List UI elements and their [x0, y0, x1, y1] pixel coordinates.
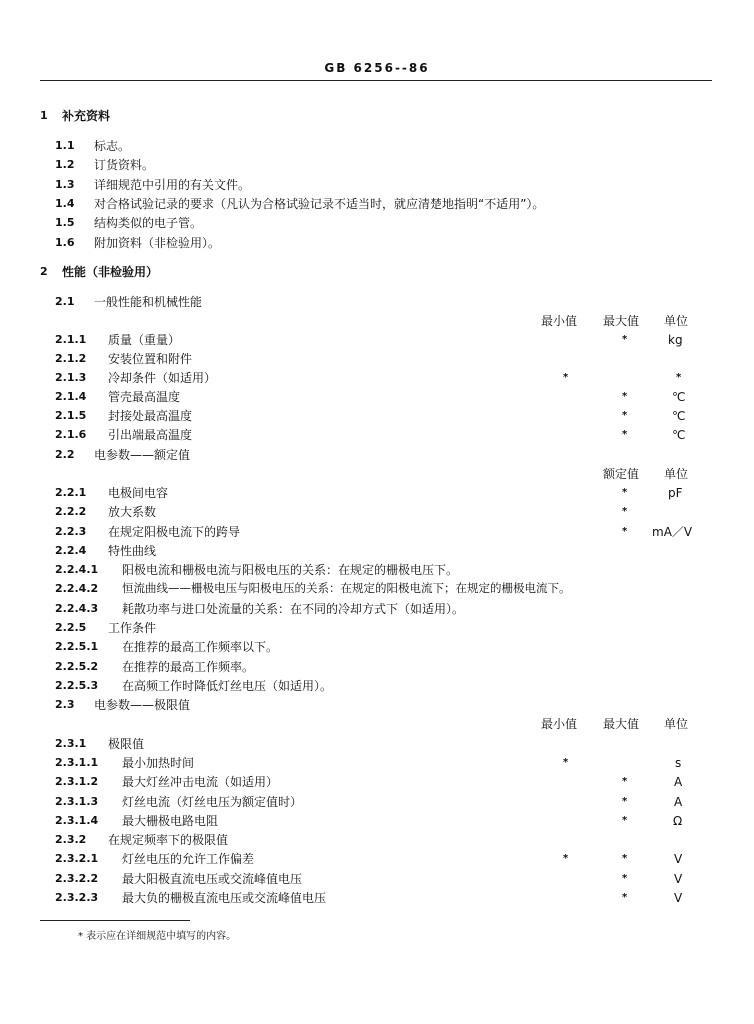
max-marker: *	[622, 776, 628, 787]
header-rule	[40, 80, 712, 81]
clause-number: 2.2.4.2	[55, 582, 99, 595]
max-marker: *	[622, 796, 628, 807]
column-header-rated: 额定值	[603, 467, 640, 481]
max-marker: *	[622, 410, 628, 421]
clause-text: 最大阳极直流电压或交流峰值电压	[122, 872, 303, 886]
clause-text: 电参数——极限值	[94, 698, 191, 712]
unit-value: V	[674, 852, 683, 866]
unit-value: kg	[668, 333, 683, 347]
unit-value: Ω	[673, 814, 683, 828]
clause-text: 阳极电流和栅极电流与阳极电压的关系：在规定的栅极电压下。	[122, 563, 459, 577]
unit-value: A	[674, 775, 683, 789]
max-marker: *	[622, 892, 628, 903]
clause-number: 2.3.1.4	[55, 814, 99, 827]
section-title: 性能（非检验用）	[62, 265, 159, 279]
clause-number: 2.2	[55, 448, 75, 461]
clause-number: 2.3.2.2	[55, 872, 99, 885]
clause-text: 标志。	[94, 139, 131, 153]
rated-marker: *	[622, 526, 628, 537]
unit-value: A	[674, 795, 683, 809]
clause-number: 1.2	[55, 158, 75, 171]
unit-value: ℃	[672, 428, 686, 442]
clause-text: 放大系数	[108, 505, 157, 519]
column-header-min: 最小值	[541, 314, 578, 328]
clause-number: 2.3.1.3	[55, 795, 99, 808]
max-marker: *	[622, 853, 628, 864]
unit-value: V	[674, 872, 683, 886]
rated-marker: *	[622, 487, 628, 498]
clause-text: 最大负的栅极直流电压或交流峰值电压	[122, 891, 327, 905]
clause-number: 1.3	[55, 178, 75, 191]
column-header-max: 最大值	[603, 314, 640, 328]
clause-number: 2.1.1	[55, 333, 87, 346]
clause-number: 2.1.3	[55, 371, 87, 384]
min-marker: *	[563, 757, 569, 768]
unit-value: mA／V	[652, 525, 693, 539]
clause-number: 2.3.1.2	[55, 775, 99, 788]
max-marker: *	[622, 873, 628, 884]
max-marker: *	[622, 391, 628, 402]
min-marker: *	[563, 372, 569, 383]
column-header-unit: 单位	[664, 314, 689, 328]
unit-marker: *	[676, 372, 682, 383]
clause-number: 1.6	[55, 236, 75, 249]
footnote-rule	[40, 920, 190, 921]
section-title: 补充资料	[62, 109, 111, 123]
unit-value: ℃	[672, 409, 686, 423]
max-marker: *	[622, 334, 628, 345]
clause-text: 工作条件	[108, 621, 157, 635]
clause-number: 2.2.4.3	[55, 602, 99, 615]
clause-text: 详细规范中引用的有关文件。	[94, 178, 251, 192]
clause-text: 在规定频率下的极限值	[108, 833, 229, 847]
footnote: * 表示应在详细规范中填写的内容。	[78, 931, 237, 942]
clause-number: 1.5	[55, 216, 75, 229]
clause-text: 最小加热时间	[122, 756, 195, 770]
clause-number: 2.3.1.1	[55, 756, 99, 769]
clause-text: 冷却条件（如适用）	[108, 371, 217, 385]
clause-text: 对合格试验记录的要求（凡认为合格试验记录不适当时，就应清楚地指明“不适用”）。	[94, 197, 545, 211]
clause-number: 2.2.4.1	[55, 563, 99, 576]
column-header-max: 最大值	[603, 717, 640, 731]
clause-text: 灯丝电压的允许工作偏差	[122, 852, 255, 866]
clause-text: 在推荐的最高工作频率以下。	[122, 640, 279, 654]
unit-value: s	[675, 756, 682, 770]
clause-number: 2.1.5	[55, 409, 87, 422]
column-header-unit: 单位	[664, 717, 689, 731]
clause-text: 最大灯丝冲击电流（如适用）	[122, 775, 279, 789]
clause-number: 1.1	[55, 139, 75, 152]
clause-number: 1.4	[55, 197, 75, 210]
clause-number: 2.2.5	[55, 621, 87, 634]
clause-text: 安装位置和附件	[108, 352, 193, 366]
rated-marker: *	[622, 506, 628, 517]
clause-number: 2.3.2.3	[55, 891, 99, 904]
clause-text: 质量（重量）	[108, 333, 181, 347]
clause-text: 一般性能和机械性能	[94, 295, 203, 309]
clause-number: 2.1.2	[55, 352, 87, 365]
unit-value: ℃	[672, 390, 686, 404]
min-marker: *	[563, 853, 569, 864]
clause-number: 2.2.4	[55, 544, 87, 557]
clause-text: 附加资料（非检验用）。	[94, 236, 221, 250]
clause-text: 引出端最高温度	[108, 428, 193, 442]
section-number: 1	[40, 109, 48, 122]
clause-text: 管壳最高温度	[108, 390, 181, 404]
clause-text: 最大栅极电路电阻	[122, 814, 219, 828]
clause-number: 2.2.5.2	[55, 660, 99, 673]
unit-value: V	[674, 891, 683, 905]
clause-text: 在推荐的最高工作频率。	[122, 660, 255, 674]
clause-number: 2.3.2	[55, 833, 87, 846]
clause-text: 恒流曲线——栅极电压与阳极电压的关系：在规定的阳极电流下；在规定的栅极电流下。	[122, 581, 571, 595]
clause-text: 在高频工作时降低灯丝电压（如适用）。	[122, 679, 333, 693]
clause-number: 2.1	[55, 295, 75, 308]
column-header-min: 最小值	[541, 717, 578, 731]
clause-text: 耗散功率与进口处流量的关系：在不同的冷却方式下（如适用）。	[122, 602, 465, 616]
section-number: 2	[40, 265, 48, 278]
max-marker: *	[622, 429, 628, 440]
clause-text: 灯丝电流（灯丝电压为额定值时）	[122, 795, 303, 809]
column-header-unit: 单位	[664, 467, 689, 481]
unit-value: pF	[668, 486, 683, 500]
clause-number: 2.3.2.1	[55, 852, 99, 865]
clause-number: 2.1.4	[55, 390, 87, 403]
clause-number: 2.2.3	[55, 525, 87, 538]
clause-text: 订货资料。	[94, 158, 155, 172]
clause-text: 极限值	[108, 737, 145, 751]
clause-number: 2.2.2	[55, 505, 87, 518]
clause-number: 2.2.5.1	[55, 640, 99, 653]
clause-text: 电极间电容	[108, 486, 169, 500]
clause-number: 2.1.6	[55, 428, 87, 441]
clause-text: 特性曲线	[108, 544, 157, 558]
max-marker: *	[622, 815, 628, 826]
clause-number: 2.3.1	[55, 737, 87, 750]
clause-number: 2.2.5.3	[55, 679, 99, 692]
clause-number: 2.2.1	[55, 486, 87, 499]
clause-text: 封接处最高温度	[108, 409, 193, 423]
clause-number: 2.3	[55, 698, 75, 711]
clause-text: 在规定阳极电流下的跨导	[108, 525, 241, 539]
clause-text: 结构类似的电子管。	[94, 216, 203, 230]
standard-number: GB 6256--86	[324, 61, 430, 75]
clause-text: 电参数——额定值	[94, 448, 191, 462]
